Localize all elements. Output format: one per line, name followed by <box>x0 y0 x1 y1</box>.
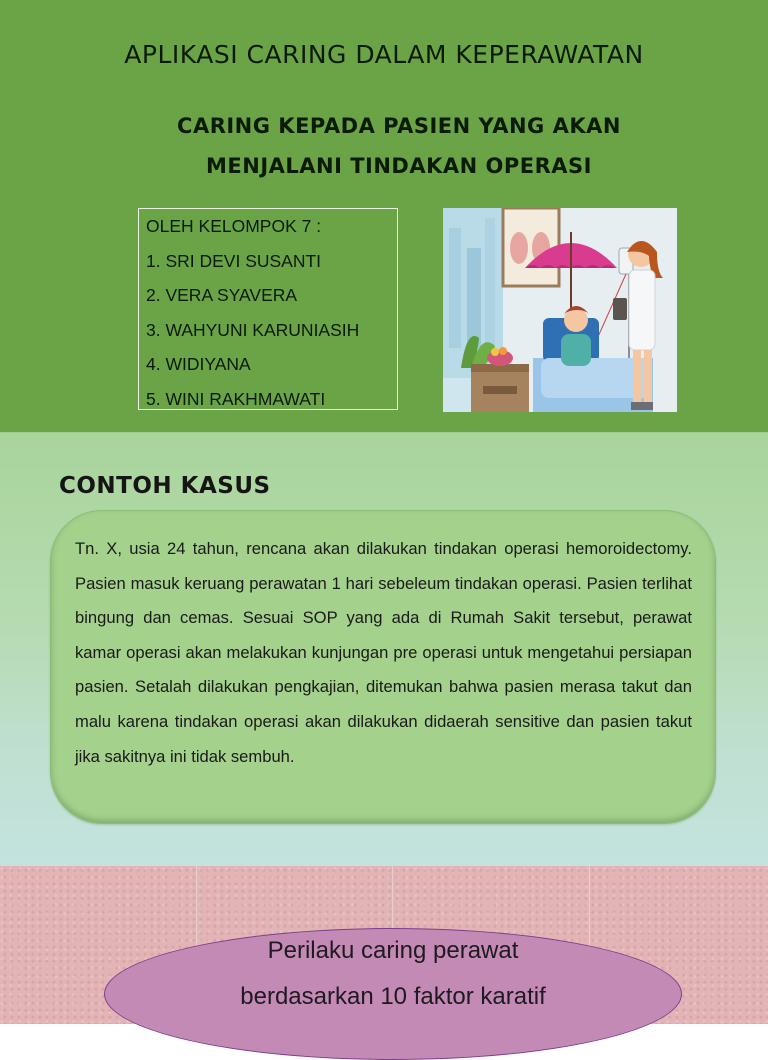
member-item: 3. WAHYUNI KARUNIASIH <box>146 319 360 340</box>
member-item: 1. SRI DEVI SUSANTI <box>146 250 322 271</box>
slide-caring-behavior <box>0 866 768 1024</box>
subtitle-line-2: MENJALANI TINDAKAN OPERASI <box>206 154 592 178</box>
case-description: Tn. X, usia 24 tahun, rencana akan dilakukan tindakan operasi hemoroidectomy. Pasien masuk keruang perawatan 1 hari sebeleum tindakan operasi. Pasien terlihat bingung dan cemas. Sesuai SOP yang ada di Rumah Sakit tersebut, perawat kamar operasi akan melakukan kunjungan pre operasi untuk mengetahui persiapan pasien. Setalah dilakukan pengkajian, ditemukan bahwa pasien merasa takut dan malu karena tindakan operasi akan dilakukan didaerah sensitive dan pasien takut jika sakitnya ini tidak sembuh. <box>75 539 692 766</box>
member-item: 2. VERA SYAVERA <box>146 285 298 306</box>
group-members-box <box>138 208 398 410</box>
slide-case-example <box>0 432 768 866</box>
slide-title <box>0 0 768 432</box>
oval-line-2: berdasarkan 10 faktor karatif <box>240 983 546 1010</box>
member-item: 5. WINI RAKHMAWATI <box>146 388 326 409</box>
subtitle-line-1: CARING KEPADA PASIEN YANG AKAN <box>177 114 621 138</box>
nurse-visiting-patient-illustration <box>443 208 677 412</box>
case-text-box <box>50 510 716 824</box>
member-item: 4. WIDIYANA <box>146 354 251 375</box>
oval-line-1: Perilaku caring perawat <box>267 937 519 964</box>
section-heading: CONTOH KASUS <box>59 473 271 499</box>
caring-factors-oval <box>104 928 682 1060</box>
group-label: OLEH KELOMPOK 7 : <box>146 216 322 236</box>
page-title: APLIKASI CARING DALAM KEPERAWATAN <box>124 40 644 69</box>
